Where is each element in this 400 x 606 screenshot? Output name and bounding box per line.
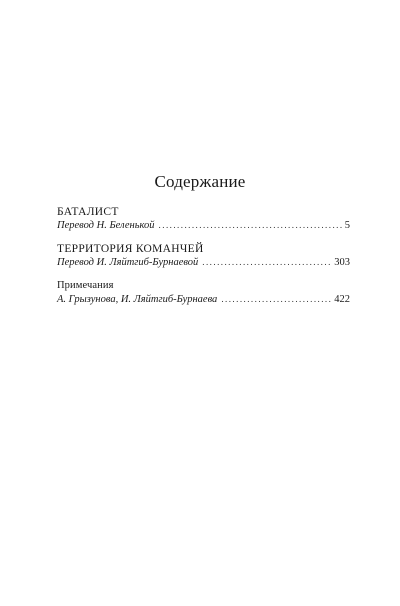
toc-entry-comanche [57, 242, 350, 269]
toc-entry-page: 422 [334, 294, 350, 305]
toc-entry-notes [57, 279, 350, 306]
toc-entry-batalist [57, 205, 350, 232]
toc-heading: Содержание [154, 172, 246, 191]
toc-entry-line [57, 219, 350, 232]
toc-entry-page: 5 [344, 220, 350, 231]
toc-entry-title: ТЕРРИТОРИЯ КОМАНЧЕЙ [57, 243, 204, 255]
toc-entry-line [57, 256, 350, 269]
toc-entry-title: БАТАЛИСТ [57, 206, 119, 218]
toc-entry-page: 303 [334, 257, 350, 268]
toc-entry-credit: Перевод Н. Беленькой [57, 220, 155, 231]
toc-entry-credit: Перевод И. Ляйтгиб-Бурнаевой [57, 257, 199, 268]
toc-entry-title: Примечания [57, 280, 114, 291]
dot-leader [159, 219, 342, 232]
table-of-contents [57, 205, 350, 316]
toc-entry-credit: А. Грызунова, И. Ляйтгиб-Бурнаева [57, 294, 218, 305]
dot-leader [221, 293, 331, 306]
dot-leader [202, 256, 331, 269]
toc-entry-line [57, 293, 350, 306]
